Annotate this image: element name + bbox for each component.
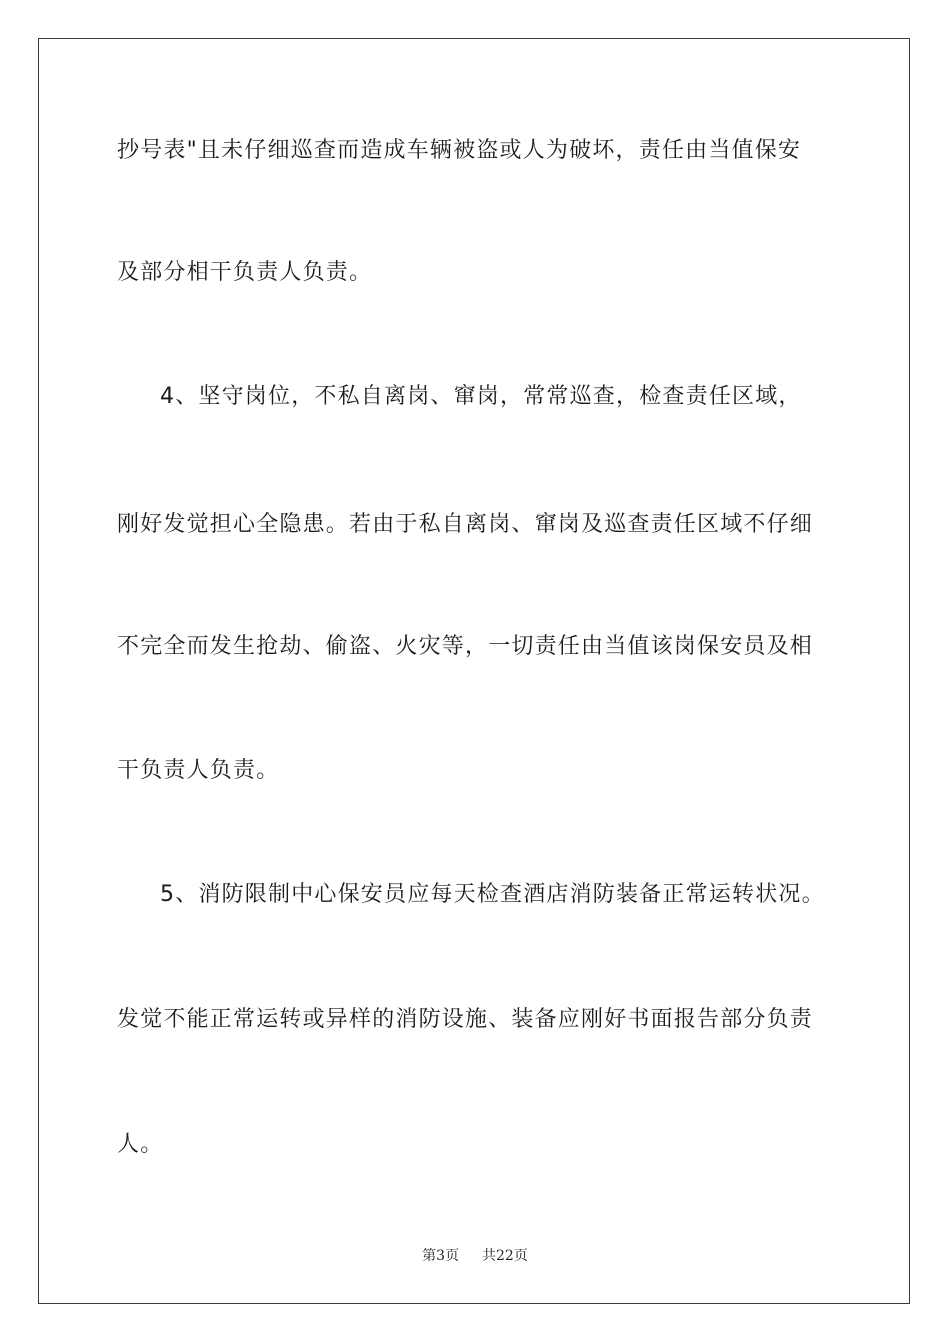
paragraph-line: 4、坚守岗位，不私自离岗、窜岗，常常巡查，检查责任区域，: [160, 384, 802, 409]
paragraph-line: 及部分相干负责人负责。: [117, 260, 373, 285]
total-pages: 共22页: [482, 1248, 528, 1264]
paragraph-line: 抄号表"且未仔细巡查而造成车辆被盗或人为破坏，责任由当值保安: [117, 138, 802, 163]
page-footer: [0, 1246, 950, 1266]
paragraph-line: 刚好发觉担心全隐患。若由于私自离岗、窜岗及巡查责任区域不仔细: [117, 512, 814, 537]
current-page-number: 第3页: [422, 1248, 460, 1264]
paragraph-line: 5、消防限制中心保安员应每天检查酒店消防装备正常运转状况。: [160, 882, 825, 907]
paragraph-line: 发觉不能正常运转或异样的消防设施、装备应刚好书面报告部分负责: [117, 1007, 814, 1032]
paragraph-line: 人。: [117, 1132, 164, 1157]
paragraph-line: 干负责人负责。: [117, 758, 280, 783]
paragraph-line: 不完全而发生抢劫、偷盗、火灾等，一切责任由当值该岗保安员及相: [117, 634, 814, 659]
page-border: [38, 38, 910, 1304]
